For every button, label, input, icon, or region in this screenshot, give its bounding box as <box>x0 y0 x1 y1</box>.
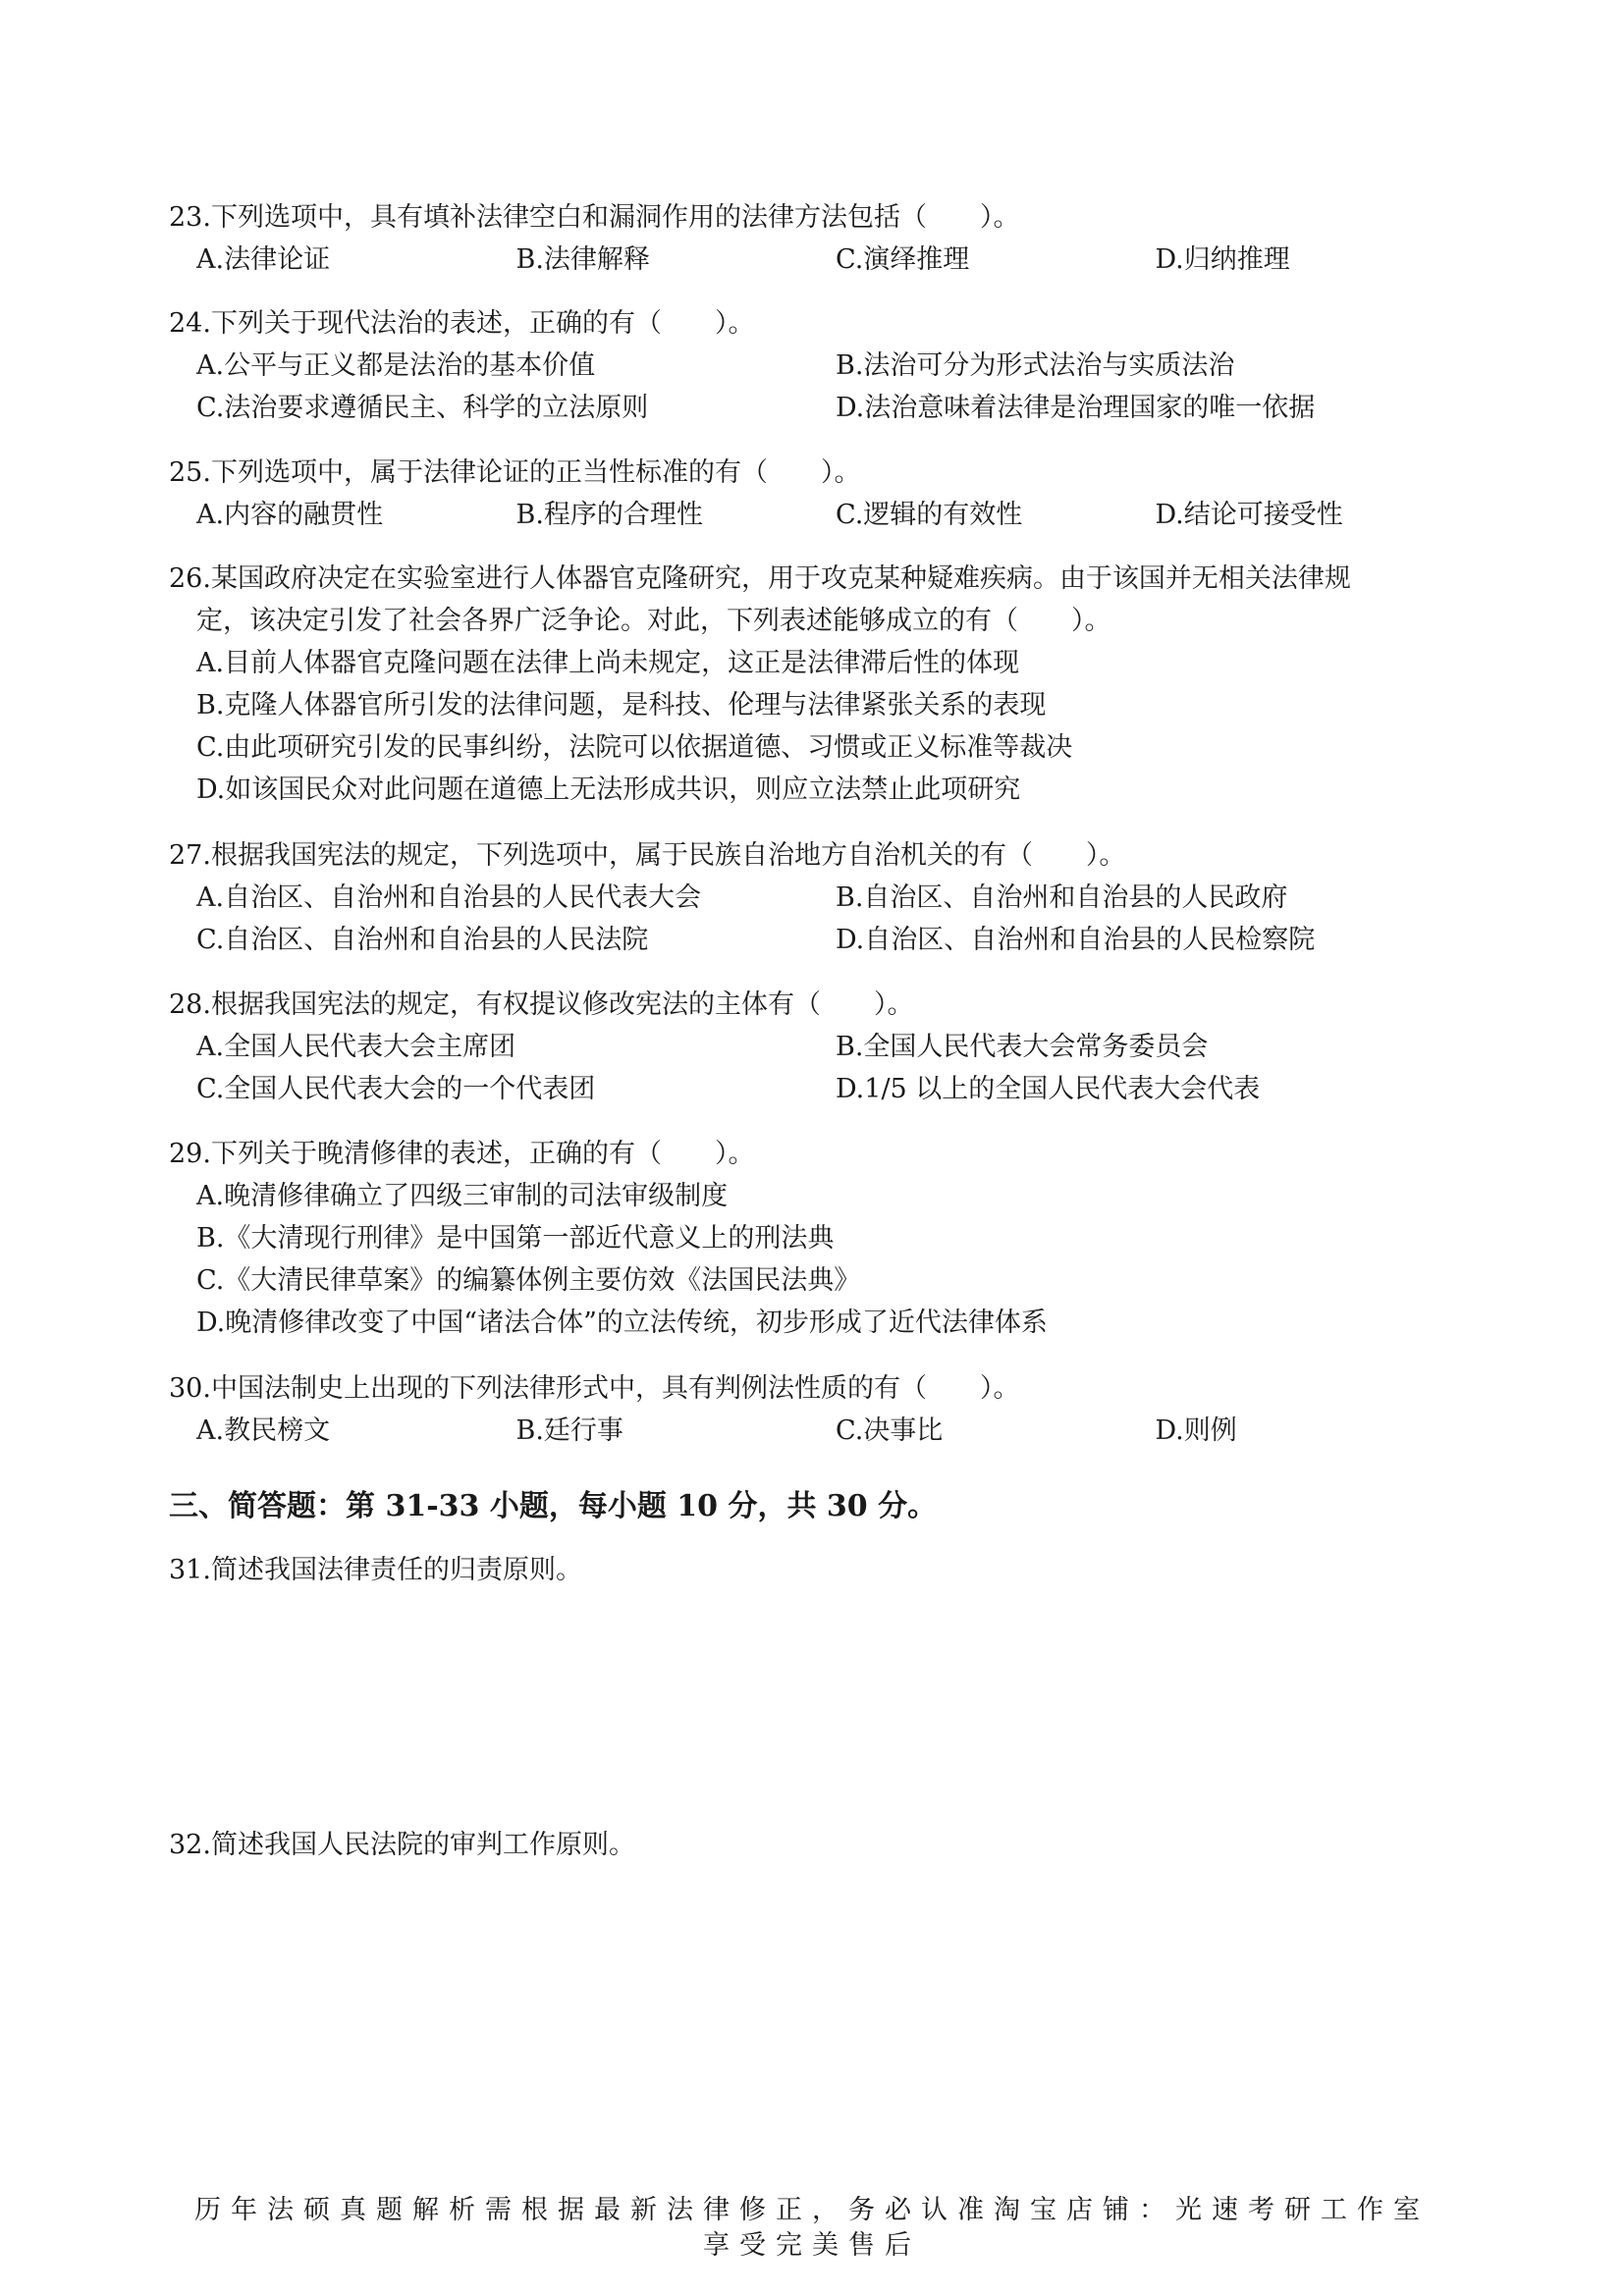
question-25 <box>169 452 1475 536</box>
question-stem-line-2: 定，该决定引发了社会各界广泛争论。对此，下列表述能够成立的有（ ）。 <box>196 606 1111 636</box>
option-d: D.结论可接受性 <box>1155 500 1343 530</box>
question-stem: 25.下列选项中，属于法律论证的正当性标准的有（ ）。 <box>169 457 861 488</box>
option-b: B.《大清现行刑律》是中国第一部近代意义上的刑法典 <box>196 1223 835 1254</box>
option-d: D.法治意味着法律是治理国家的唯一依据 <box>836 393 1316 423</box>
option-b: B.全国人民代表大会常务委员会 <box>836 1032 1209 1062</box>
section-heading: 三、简答题：第 31-33 小题，每小题 10 分，共 30 分。 <box>169 1489 938 1523</box>
option-d: D.自治区、自治州和自治县的人民检察院 <box>836 925 1316 955</box>
option-a: A.晚清修律确立了四级三审制的司法审级制度 <box>196 1181 729 1211</box>
option-d: D.则例 <box>1155 1415 1237 1446</box>
option-b: B.法治可分为形式法治与实质法治 <box>836 350 1235 381</box>
option-a: A.自治区、自治州和自治县的人民代表大会 <box>196 882 702 913</box>
option-c: C.《大清民律草案》的编纂体例主要仿效《法国民法典》 <box>196 1265 861 1296</box>
option-b: B.廷行事 <box>515 1415 623 1446</box>
question-30 <box>169 1367 1475 1452</box>
question-24 <box>169 302 1475 429</box>
question-23 <box>169 196 1475 281</box>
option-d: D.如该国民众对此问题在道德上无法形成共识，则应立法禁止此项研究 <box>196 774 1021 805</box>
option-b: B.法律解释 <box>515 244 650 275</box>
question-32: 32.简述我国人民法院的审判工作原则。 <box>169 1830 635 1860</box>
question-stem: 27.根据我国宪法的规定，下列选项中，属于民族自治地方自治机关的有（ ）。 <box>169 840 1126 871</box>
footer-line-1: 历年法硕真题解析需根据最新法律修正，务必认准淘宝店铺：光速考研工作室 <box>194 2195 1430 2225</box>
question-stem: 24.下列关于现代法治的表述，正确的有（ ）。 <box>169 308 755 339</box>
option-b: B.自治区、自治州和自治县的人民政府 <box>836 882 1288 913</box>
option-a: A.目前人体器官克隆问题在法律上尚未规定，这正是法律滞后性的体现 <box>196 648 1020 678</box>
question-26 <box>169 558 1475 811</box>
question-stem-line-1: 26.某国政府决定在实验室进行人体器官克隆研究，用于攻克某种疑难疾病。由于该国并无相关法律规 <box>169 563 1351 594</box>
question-31: 31.简述我国法律责任的归责原则。 <box>169 1555 582 1585</box>
option-c: C.全国人民代表大会的一个代表团 <box>196 1074 596 1104</box>
option-c: C.决事比 <box>836 1415 944 1446</box>
option-b: B.克隆人体器官所引发的法律问题，是科技、伦理与法律紧张关系的表现 <box>196 690 1047 721</box>
question-stem: 23.下列选项中，具有填补法律空白和漏洞作用的法律方法包括（ ）。 <box>169 202 1020 233</box>
question-27 <box>169 834 1475 961</box>
question-stem: 29.下列关于晚清修律的表述，正确的有（ ）。 <box>169 1139 755 1169</box>
option-c: C.演绎推理 <box>836 244 970 275</box>
option-c: C.法治要求遵循民主、科学的立法原则 <box>196 393 649 423</box>
option-c: C.逻辑的有效性 <box>836 500 1023 530</box>
option-a: A.法律论证 <box>196 244 331 275</box>
option-d: D.晚清修律改变了中国“诸法合体”的立法传统，初步形成了近代法律体系 <box>196 1308 1048 1338</box>
option-a: A.全国人民代表大会主席团 <box>196 1032 516 1062</box>
question-stem: 28.根据我国宪法的规定，有权提议修改宪法的主体有（ ）。 <box>169 989 914 1020</box>
option-d: D.1/5 以上的全国人民代表大会代表 <box>836 1074 1261 1104</box>
option-a: A.内容的融贯性 <box>196 500 384 530</box>
option-c: C.自治区、自治州和自治县的人民法院 <box>196 925 649 955</box>
option-d: D.归纳推理 <box>1155 244 1290 275</box>
question-stem: 30.中国法制史上出现的下列法律形式中，具有判例法性质的有（ ）。 <box>169 1373 1020 1404</box>
option-b: B.程序的合理性 <box>515 500 703 530</box>
question-28 <box>169 984 1475 1110</box>
footer-line-2: 享受完美售后 <box>703 2230 921 2261</box>
question-29 <box>169 1133 1475 1344</box>
option-c: C.由此项研究引发的民事纠纷，法院可以依据道德、习惯或正义标准等裁决 <box>196 732 1073 763</box>
option-a: A.教民榜文 <box>196 1415 331 1446</box>
option-a: A.公平与正义都是法治的基本价值 <box>196 350 596 381</box>
